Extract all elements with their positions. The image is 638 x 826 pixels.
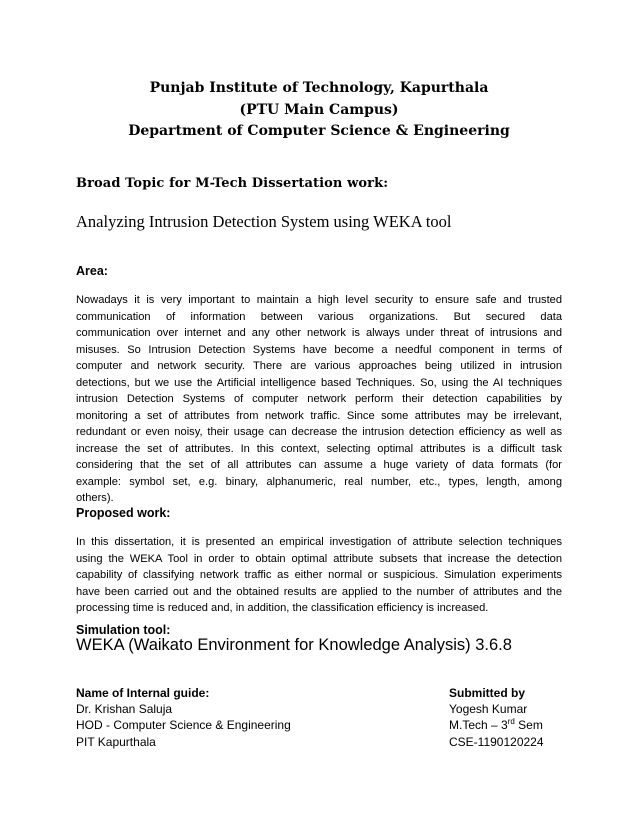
- area-heading: Area:: [76, 264, 108, 278]
- proposed-line: In this dissertation, it is presented an empirical investigation of attribute selection techniques: [76, 536, 562, 548]
- document-header: [60, 78, 578, 143]
- department-name: Department of Computer Science & Engineering: [128, 123, 510, 139]
- area-paragraph: [76, 292, 562, 507]
- area-line: others).: [76, 492, 114, 504]
- submitted-label: Submitted by: [449, 686, 526, 700]
- area-line: communication over internet and any other network is always under threat of intrusions and: [76, 327, 562, 339]
- simulation-tool-name: WEKA (Waikato Environment for Knowledge Analysis) 3.6.8: [76, 636, 512, 654]
- student-name: Yogesh Kumar: [449, 702, 528, 717]
- area-line: misuses. So Intrusion Detection Systems have become a needful component in terms of: [76, 343, 562, 356]
- guide-name: Dr. Krishan Saluja: [76, 702, 173, 717]
- submitted-by-block: [449, 685, 544, 750]
- area-line: increase the set of attributes. In this context, selecting optimal attributes is a difficult task: [76, 442, 562, 455]
- simulation-heading: Simulation tool:: [76, 623, 171, 637]
- area-line: intrusion Detection Systems of computer network perform their detection capabilities by: [76, 393, 562, 405]
- course-superscript: rd: [507, 717, 515, 727]
- course-suffix: Sem: [514, 718, 543, 733]
- proposed-line: capability of classifying network traffic as either normal or suspicious. Simulation experiments: [76, 569, 562, 581]
- institute-name: Punjab Institute of Technology, Kapurthala: [149, 80, 489, 96]
- guide-label: Name of Internal guide:: [76, 686, 210, 700]
- proposed-line: have been carried out and the obtained results are applied to the number of attributes and the: [76, 585, 562, 598]
- guide-position: HOD - Computer Science & Engineering: [76, 718, 291, 733]
- area-line: example: symbol set, e.g. binary, alphanumeric, real number, etc., types, length, among: [76, 475, 562, 488]
- proposed-line: using the WEKA Tool in order to obtain optimal attribute subsets that increase the detection: [76, 552, 562, 565]
- area-line: redundant or even noisy, their usage can decrease the intrusion detection efficiency as well as: [76, 426, 562, 438]
- student-roll: CSE-1190120224: [449, 734, 544, 749]
- topic-heading: Broad Topic for M-Tech Dissertation work:: [76, 176, 389, 191]
- area-line: communication of information between various organizations. But secured data: [76, 310, 562, 323]
- internal-guide-block: [76, 685, 291, 750]
- area-line: detections, but we use the Artificial intelligence based Techniques. So, using the AI techniques: [76, 376, 562, 389]
- campus-name: (PTU Main Campus): [239, 101, 399, 118]
- proposed-paragraph: [76, 534, 562, 617]
- area-line: monitoring a set of attributes from network traffic. Since some attributes may be irrelevant,: [76, 409, 562, 422]
- area-line: computer and network security. There are various approaches being utilized in intrusion: [76, 360, 562, 372]
- area-line: Nowadays it is very important to maintain a high level security to ensure safe and trusted: [76, 294, 562, 306]
- area-line: considering that the set of all attributes can assume a huge variety of data formats (for: [76, 459, 562, 471]
- proposed-heading: Proposed work:: [76, 506, 171, 520]
- guide-institution: PIT Kapurthala: [76, 734, 156, 749]
- topic-title: Analyzing Intrusion Detection System using WEKA tool: [76, 212, 452, 231]
- student-course: [449, 717, 544, 733]
- course-text: M.Tech – 3: [449, 718, 508, 733]
- proposed-line: processing time is reduced and, in addition, the classification efficiency is increased.: [76, 602, 489, 614]
